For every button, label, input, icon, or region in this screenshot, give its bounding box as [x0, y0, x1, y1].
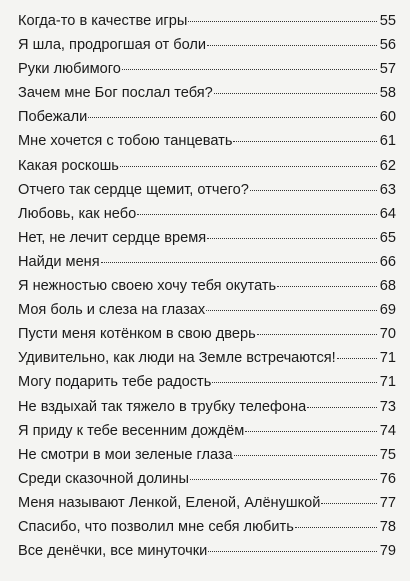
dot-leader — [337, 344, 377, 360]
toc-entry — [18, 515, 396, 539]
dot-leader — [206, 296, 377, 312]
toc-entry — [18, 491, 396, 515]
entry-title: Все денёчки, все минуточки — [18, 543, 208, 560]
entry-title: Руки любимого — [18, 61, 121, 78]
dot-leader — [212, 368, 377, 384]
entry-title: Найди меня — [18, 253, 100, 270]
dot-leader — [214, 79, 377, 95]
dot-leader — [277, 271, 377, 287]
entry-title: Когда-то в качестве игры — [18, 13, 188, 29]
entry-title: Меня называют Ленкой, Еленой, Алёнушкой — [18, 494, 321, 511]
toc-entry — [18, 178, 396, 202]
entry-title: Я шла, продрогшая от боли — [18, 37, 207, 54]
entry-title: Не вздыхай так тяжело в трубку телефона — [18, 398, 307, 415]
entry-title: Мне хочется с тобою танцевать — [18, 133, 233, 150]
entry-title: Удивительно, как люди на Земле встречаются! — [18, 350, 336, 367]
entry-title: Моя боль и слеза на глазах — [18, 302, 206, 319]
entry-page-number: 71 — [379, 350, 396, 367]
toc-entry — [18, 274, 396, 298]
dot-leader — [137, 199, 377, 215]
toc-entry — [18, 395, 396, 419]
entry-title: Любовь, как небо — [18, 205, 137, 222]
entry-page-number: 78 — [379, 518, 396, 535]
entry-page-number: 74 — [379, 422, 396, 439]
entry-title: Могу подарить тебе радость — [18, 374, 212, 391]
toc-entry — [18, 105, 396, 129]
dot-leader — [122, 55, 377, 71]
dot-leader — [245, 416, 377, 432]
entry-page-number: 64 — [379, 205, 396, 222]
table-of-contents — [18, 9, 396, 563]
dot-leader — [234, 440, 377, 456]
entry-title: Нет, не лечит сердце время — [18, 229, 207, 246]
toc-entry — [18, 250, 396, 274]
entry-page-number: 65 — [379, 229, 396, 246]
entry-page-number: 79 — [379, 543, 396, 560]
entry-title: Побежали — [18, 109, 88, 126]
entry-page-number: 55 — [379, 13, 396, 29]
entry-title: Среди сказочной долины — [18, 470, 189, 487]
dot-leader — [233, 127, 377, 143]
toc-entry — [18, 298, 396, 322]
entry-page-number: 71 — [379, 374, 396, 391]
dot-leader — [88, 103, 377, 119]
toc-entry — [18, 467, 396, 491]
toc-entry — [18, 443, 396, 467]
toc-entry — [18, 322, 396, 346]
entry-title: Какая роскошь — [18, 157, 119, 174]
toc-entry — [18, 202, 396, 226]
dot-leader — [250, 175, 377, 191]
toc-entry — [18, 226, 396, 250]
entry-title: Пусти меня котёнком в свою дверь — [18, 326, 256, 343]
entry-page-number: 57 — [379, 61, 396, 78]
entry-page-number: 66 — [379, 253, 396, 270]
entry-title: Не смотри в мои зеленые глаза — [18, 446, 233, 463]
toc-entry — [18, 154, 396, 178]
dot-leader — [257, 320, 377, 336]
toc-entry — [18, 370, 396, 394]
dot-leader — [207, 31, 377, 47]
dot-leader — [208, 536, 377, 552]
dot-leader — [120, 151, 377, 167]
entry-page-number: 68 — [379, 278, 396, 295]
toc-entry — [18, 129, 396, 153]
entry-page-number: 70 — [379, 326, 396, 343]
entry-title: Зачем мне Бог послал тебя? — [18, 85, 213, 102]
toc-entry — [18, 81, 396, 105]
dot-leader — [307, 392, 377, 408]
entry-page-number: 69 — [379, 302, 396, 319]
entry-title: Спасибо, что позволил мне себя любить — [18, 518, 294, 535]
dot-leader — [321, 488, 377, 504]
toc-entry — [18, 9, 396, 33]
entry-page-number: 56 — [379, 37, 396, 54]
toc-entry — [18, 539, 396, 563]
dot-leader — [207, 223, 377, 239]
entry-page-number: 58 — [379, 85, 396, 102]
toc-entry — [18, 57, 396, 81]
entry-page-number: 77 — [379, 494, 396, 511]
entry-page-number: 76 — [379, 470, 396, 487]
entry-title: Я приду к тебе весенним дождём — [18, 422, 245, 439]
entry-page-number: 60 — [379, 109, 396, 126]
dot-leader — [190, 464, 377, 480]
entry-title: Отчего так сердце щемит, отчего? — [18, 181, 249, 198]
dot-leader — [295, 512, 377, 528]
dot-leader — [188, 6, 377, 22]
entry-page-number: 63 — [379, 181, 396, 198]
toc-entry — [18, 419, 396, 443]
toc-entry — [18, 346, 396, 370]
dot-leader — [101, 247, 377, 263]
toc-entry — [18, 33, 396, 57]
entry-page-number: 75 — [379, 446, 396, 463]
entry-page-number: 62 — [379, 157, 396, 174]
entry-page-number: 73 — [379, 398, 396, 415]
entry-page-number: 61 — [379, 133, 396, 150]
entry-title: Я нежностью своею хочу тебя окутать — [18, 278, 277, 295]
